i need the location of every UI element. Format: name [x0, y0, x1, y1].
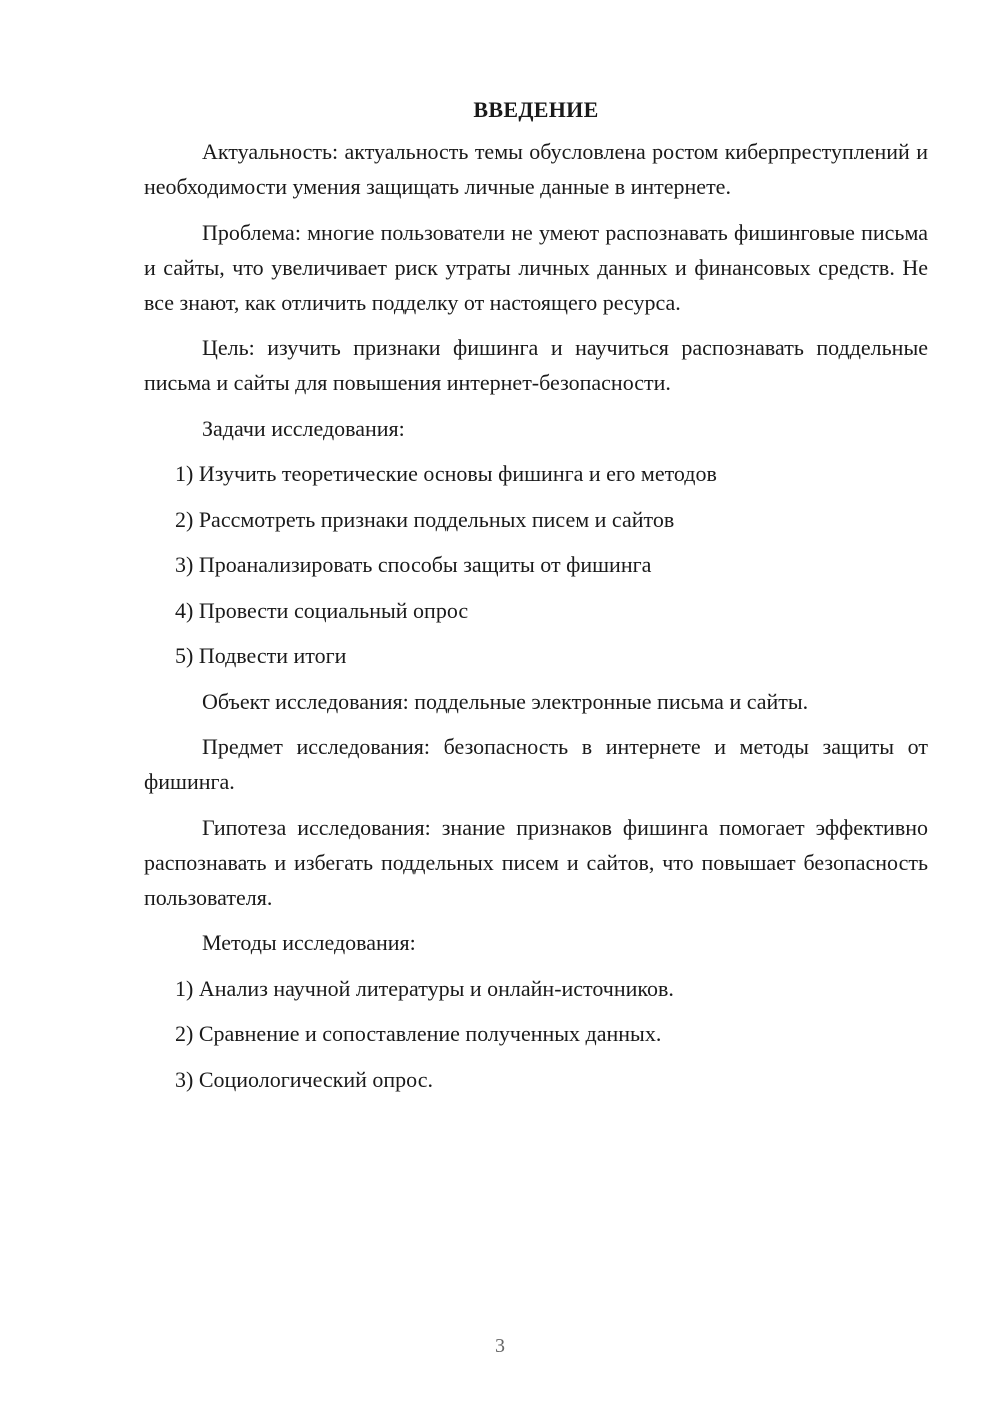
task-item: 2) Рассмотреть признаки поддельных писем и сайтов	[175, 506, 675, 532]
method-item: 2) Сравнение и сопоставление полученных данных.	[175, 1021, 662, 1046]
page-number: 3	[495, 1335, 505, 1357]
section-title: ВВЕДЕНИЕ	[473, 97, 599, 122]
task-item: 1) Изучить теоретические основы фишинга и его методов	[175, 461, 717, 486]
paragraph-hypothesis: Гипотеза исследования: знание признаков фишинга помогает эффективно распознавать и избегать поддельных писем и сайтов, что повышает безопасность пользователя.	[144, 814, 928, 910]
document-page	[144, 92, 928, 1107]
paragraph-tasks-heading: Задачи исследования:	[202, 415, 405, 441]
task-item: 4) Провести социальный опрос	[175, 597, 469, 623]
method-item: 3) Социологический опрос.	[175, 1066, 433, 1092]
paragraph-subject: Предмет исследования: безопасность в интернете и методы защиты от фишинга.	[144, 734, 928, 794]
paragraph-methods-heading: Методы исследования:	[202, 930, 416, 955]
paragraph-relevance: Актуальность: актуальность темы обусловлена ростом киберпреступлений и необходимости умения защищать личные данные в интернете.	[144, 139, 928, 199]
paragraph-goal: Цель: изучить признаки фишинга и научиться распознавать поддельные письма и сайты для повышения интернет-безопасности.	[144, 335, 928, 395]
task-item: 3) Проанализировать способы защиты от фишинга	[175, 552, 652, 577]
paragraph-problem: Проблема: многие пользователи не умеют распознавать фишинговые письма и сайты, что увеличивает риск утраты личных данных и финансовых средств. Не все знают, как отличить подделку от настоящего ресурса.	[144, 219, 928, 315]
paragraph-object: Объект исследования: поддельные электронные письма и сайты.	[202, 688, 809, 714]
task-item: 5) Подвести итоги	[175, 643, 347, 668]
method-item: 1) Анализ научной литературы и онлайн-источников.	[175, 975, 674, 1001]
